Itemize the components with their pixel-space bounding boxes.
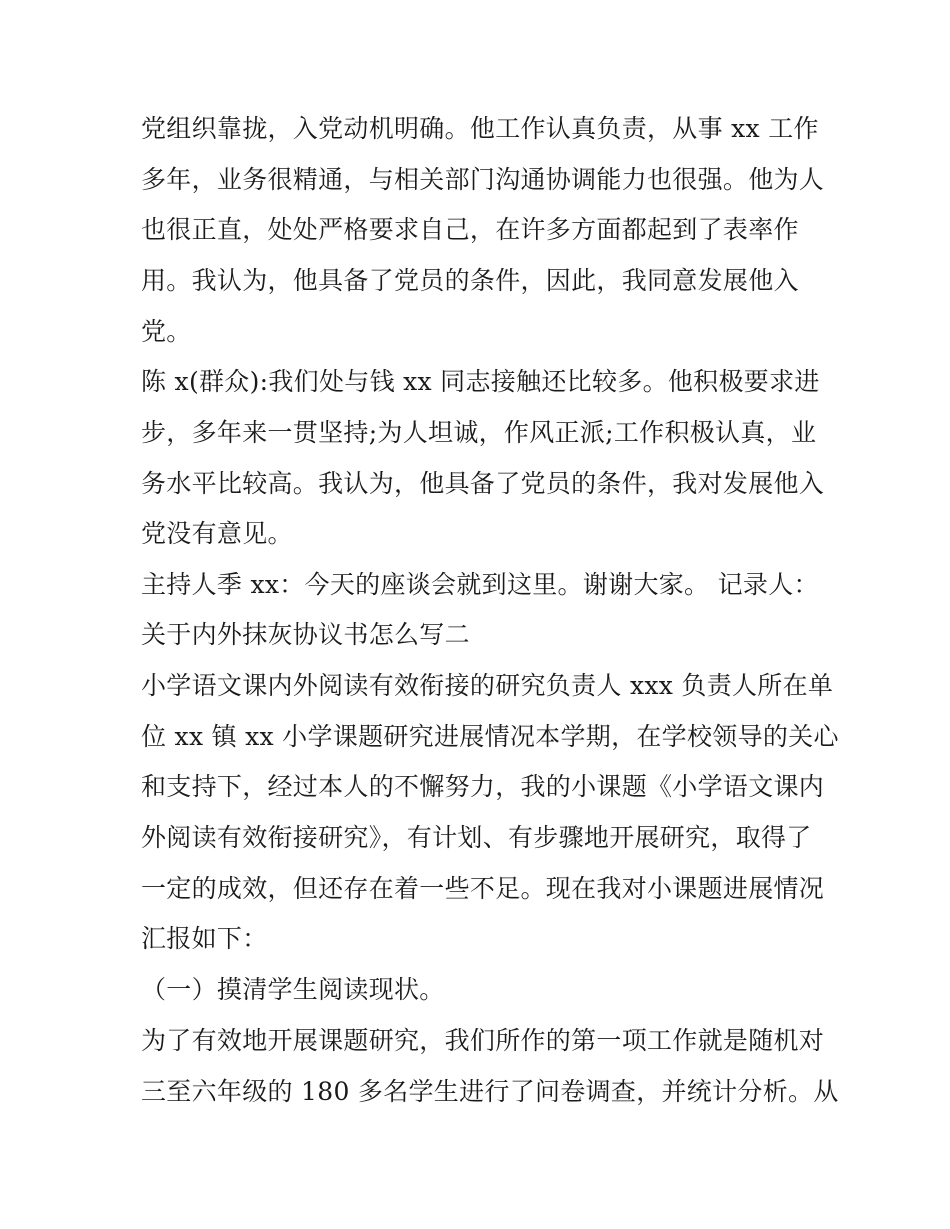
text-line: 为了有效地开展课题研究，我们所作的第一项工作就是随机对 [141, 1026, 825, 1055]
text-line: 一定的成效，但还存在着一些不足。现在我对小课题进展情况 [141, 874, 825, 903]
text-line: 党。 [141, 317, 192, 346]
text-line: 主持人季 xx：今天的座谈会就到这里。谢谢大家。 记录人： [141, 570, 819, 599]
text-line: 党没有意见。 [141, 519, 293, 548]
text-line: 用。我认为，他具备了党员的条件，因此，我同意发展他入 [141, 266, 799, 295]
text-line: 党组织靠拢，入党动机明确。他工作认真负责，从事 xx 工作 [141, 114, 819, 143]
text-line: 和支持下，经过本人的不懈努力，我的小课题《小学语文课内 [141, 772, 825, 801]
section-heading: 关于内外抹灰协议书怎么写二 [141, 620, 470, 649]
text-line: 小学语文课内外阅读有效衔接的研究负责人 xxx 负责人所在单 [141, 671, 834, 700]
text-line: 多年，业务很精通，与相关部门沟通协调能力也很强。他为人 [141, 165, 825, 194]
text-line: 步，多年来一贯坚持;为人坦诚，作风正派;工作积极认真，业 [141, 418, 817, 447]
text-line: 也很正直，处处严格要求自己，在许多方面都起到了表率作 [141, 215, 799, 244]
text-line: 三至六年级的 180 多名学生进行了问卷调查，并统计分析。从 [141, 1077, 839, 1106]
text-line: 外阅读有效衔接研究》，有计划、有步骤地开展研究，取得了 [141, 823, 812, 852]
text-line: 务水平比较高。我认为，他具备了党员的条件，我对发展他入 [141, 469, 825, 498]
text-line: 位 xx 镇 xx 小学课题研究进展情况本学期，在学校领导的关心 [141, 722, 839, 751]
text-line: 汇报如下： [141, 924, 268, 953]
text-line: 陈 x(群众):我们处与钱 xx 同志接触还比较多。他积极要求进 [141, 367, 820, 396]
subsection-heading: （一）摸清学生阅读现状。 [141, 975, 445, 1004]
